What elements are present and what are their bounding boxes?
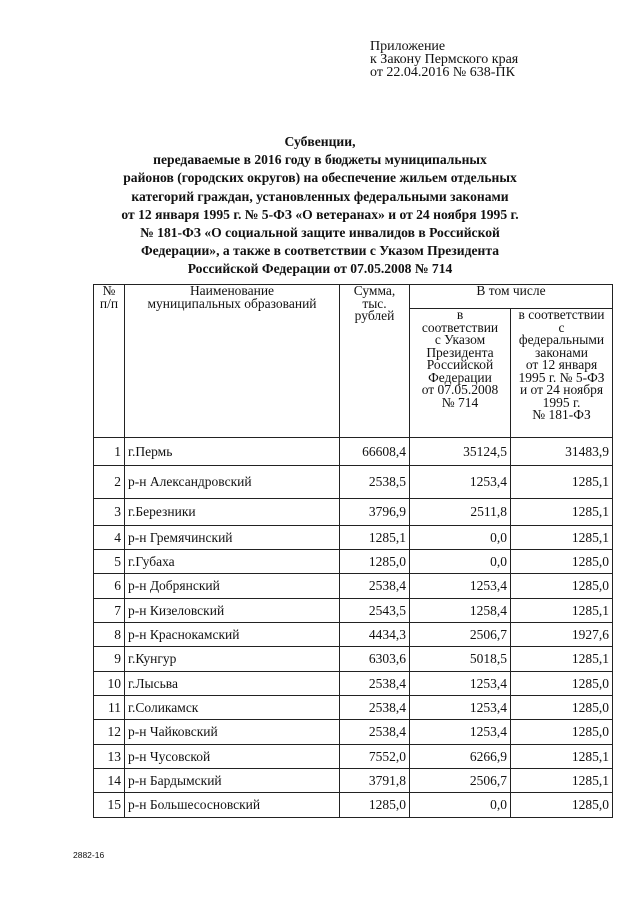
row-name: г.Кунгур <box>125 647 340 672</box>
row-name: г.Соликамск <box>125 696 340 720</box>
table-row <box>94 438 613 466</box>
table-row <box>94 720 613 745</box>
row-federal: 1285,1 <box>511 466 613 499</box>
row-decree: 1253,4 <box>410 720 511 745</box>
header-federal-line: № 181-ФЗ <box>532 407 591 422</box>
row-decree: 2506,7 <box>410 623 511 647</box>
header-sum-line: тыс. <box>362 295 387 311</box>
header-decree-line: с Указом <box>434 332 486 347</box>
header-name <box>125 285 340 438</box>
header-sum <box>340 285 410 438</box>
header-including: В том числе <box>410 285 613 309</box>
header-decree-line: соответствии <box>421 319 499 335</box>
row-sum: 2538,4 <box>340 574 410 599</box>
row-name: р-н Кизеловский <box>125 599 340 623</box>
header-federal-line: 1995 г. № 5-ФЗ <box>518 369 605 385</box>
row-decree: 1253,4 <box>410 696 511 720</box>
row-sum: 2543,5 <box>340 599 410 623</box>
row-name: р-н Краснокамский <box>125 623 340 647</box>
header-federal-line: с <box>558 319 565 335</box>
table-row <box>94 599 613 623</box>
table-row <box>94 793 613 818</box>
title-line: № 181-ФЗ «О социальной защите инвалидов в Российской <box>140 225 500 241</box>
row-name: р-н Бардымский <box>125 769 340 793</box>
header-federal-line: законами <box>535 344 588 360</box>
row-name: р-н Чусовской <box>125 745 340 769</box>
row-number: 4 <box>94 526 125 550</box>
row-sum: 66608,4 <box>340 438 410 466</box>
row-federal: 31483,9 <box>511 438 613 466</box>
header-name-line: Наименование <box>189 284 275 298</box>
row-decree: 1253,4 <box>410 466 511 499</box>
appendix-line: от 22.04.2016 № 638-ПК <box>370 65 515 80</box>
row-sum: 2538,4 <box>340 696 410 720</box>
document-title <box>100 133 540 279</box>
row-decree: 0,0 <box>410 550 511 574</box>
row-federal: 1285,1 <box>511 647 613 672</box>
header-federal-line: и от 24 ноября <box>519 382 604 397</box>
row-decree: 0,0 <box>410 793 511 818</box>
row-decree: 35124,5 <box>410 438 511 466</box>
row-sum: 3796,9 <box>340 499 410 526</box>
row-number: 2 <box>94 466 125 499</box>
row-federal: 1927,6 <box>511 623 613 647</box>
table-row <box>94 466 613 499</box>
row-sum: 2538,4 <box>340 720 410 745</box>
table-row <box>94 526 613 550</box>
header-number-line: № <box>102 284 116 298</box>
title-line: Субвенции, <box>284 134 356 149</box>
row-name: г.Пермь <box>125 438 340 466</box>
row-sum: 3791,8 <box>340 769 410 793</box>
row-name: р-н Александровский <box>125 466 340 499</box>
row-decree: 1258,4 <box>410 599 511 623</box>
title-line: от 12 января 1995 г. № 5-ФЗ «О ветеранах» и от 24 ноября 1995 г. <box>121 206 519 222</box>
row-federal: 1285,1 <box>511 769 613 793</box>
row-name: р-н Чайковский <box>125 720 340 745</box>
header-decree-line: в <box>456 308 464 322</box>
row-number: 13 <box>94 745 125 769</box>
row-decree: 1253,4 <box>410 672 511 696</box>
table-row <box>94 745 613 769</box>
row-sum: 6303,6 <box>340 647 410 672</box>
row-decree: 0,0 <box>410 526 511 550</box>
header-number-line: п/п <box>99 295 119 311</box>
row-name: г.Губаха <box>125 550 340 574</box>
header-federal-line: федеральными <box>518 332 605 347</box>
row-federal: 1285,1 <box>511 526 613 550</box>
row-number: 10 <box>94 672 125 696</box>
document-code: 2882-16 <box>73 850 105 860</box>
row-sum: 7552,0 <box>340 745 410 769</box>
table-row <box>94 647 613 672</box>
row-name: р-н Гремячинский <box>125 526 340 550</box>
table-row <box>94 499 613 526</box>
row-decree: 5018,5 <box>410 647 511 672</box>
row-federal: 1285,1 <box>511 499 613 526</box>
title-line: передаваемые в 2016 году в бюджеты муниципальных <box>153 152 487 168</box>
table-row <box>94 696 613 720</box>
title-line: Российской Федерации от 07.05.2008 № 714 <box>187 261 453 277</box>
row-federal: 1285,1 <box>511 745 613 769</box>
table-row <box>94 574 613 599</box>
header-decree-line: Российской <box>426 357 494 372</box>
row-number: 8 <box>94 623 125 647</box>
row-number: 5 <box>94 550 125 574</box>
header-sum-line: Сумма, <box>353 284 396 298</box>
row-sum: 4434,3 <box>340 623 410 647</box>
row-name: г.Лысьва <box>125 672 340 696</box>
header-row <box>94 285 613 309</box>
row-federal: 1285,0 <box>511 720 613 745</box>
table-row <box>94 623 613 647</box>
header-decree-line: Президента <box>426 344 494 360</box>
row-number: 9 <box>94 647 125 672</box>
table-row <box>94 769 613 793</box>
table-row <box>94 550 613 574</box>
row-number: 12 <box>94 720 125 745</box>
header-decree-line: от 07.05.2008 <box>421 382 499 397</box>
title-line: районов (городских округов) на обеспечение жильем отдельных <box>123 170 517 186</box>
row-federal: 1285,0 <box>511 550 613 574</box>
header-federal-line: 1995 г. <box>542 394 581 410</box>
row-federal: 1285,0 <box>511 672 613 696</box>
row-federal: 1285,0 <box>511 793 613 818</box>
row-number: 1 <box>94 438 125 466</box>
header-sum-line: рублей <box>354 308 395 323</box>
row-number: 11 <box>94 696 125 720</box>
header-decree-line: № 714 <box>441 394 479 410</box>
row-federal: 1285,0 <box>511 696 613 720</box>
row-number: 7 <box>94 599 125 623</box>
title-line: Федерации», а также в соответствии с Указом Президента <box>140 243 499 259</box>
row-decree: 2506,7 <box>410 769 511 793</box>
header-federal-line: от 12 января <box>525 357 598 372</box>
row-sum: 1285,0 <box>340 550 410 574</box>
subsidy-table <box>93 284 613 818</box>
row-number: 15 <box>94 793 125 818</box>
row-number: 6 <box>94 574 125 599</box>
appendix-line: к Закону Пермского края <box>370 52 519 67</box>
header-federal <box>511 309 613 438</box>
title-line: категорий граждан, установленных федеральными законами <box>131 188 509 204</box>
row-federal: 1285,1 <box>511 599 613 623</box>
table-row <box>94 672 613 696</box>
row-number: 14 <box>94 769 125 793</box>
row-federal: 1285,0 <box>511 574 613 599</box>
row-name: г.Березники <box>125 499 340 526</box>
header-name-line: муниципальных образований <box>147 295 317 311</box>
header-decree <box>410 309 511 438</box>
row-decree: 2511,8 <box>410 499 511 526</box>
header-federal-line: в соответствии <box>518 308 605 322</box>
row-name: р-н Добрянский <box>125 574 340 599</box>
row-sum: 1285,0 <box>340 793 410 818</box>
row-sum: 2538,5 <box>340 466 410 499</box>
row-number: 3 <box>94 499 125 526</box>
row-name: р-н Большесосновский <box>125 793 340 818</box>
row-sum: 2538,4 <box>340 672 410 696</box>
appendix-note <box>370 40 518 79</box>
row-decree: 6266,9 <box>410 745 511 769</box>
header-decree-line: Федерации <box>428 369 492 385</box>
row-sum: 1285,1 <box>340 526 410 550</box>
appendix-line: Приложение <box>370 39 446 54</box>
row-decree: 1253,4 <box>410 574 511 599</box>
header-number <box>94 285 125 438</box>
